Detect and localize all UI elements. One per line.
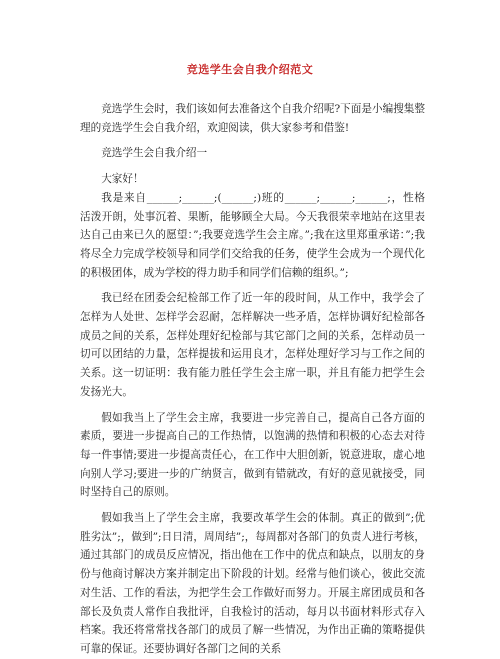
body-paragraph: 我已经在团委会纪检部工作了近一年的段时间，从工作中，我学会了怎样为人处世、怎样学会忍耐，怎样解决一些矛盾，怎样协调好纪检部各成员之间的关系，怎样处理好纪检部与其它部门之间的关系，怎样动员一切可以团结的力量，怎样提拔和运用良才，怎样处理好学习与工作之间的关系。这一切证明：我有能力胜任学生会主席一职，并且有能力把学生会发扬光大。 bbox=[80, 292, 425, 398]
document-title: 竞选学生会自我介绍范文 bbox=[186, 63, 314, 76]
greeting-paragraph: 大家好！ bbox=[101, 173, 144, 186]
body-paragraph: 假如我当上了学生会主席，我要进一步完善自己，提高自己各方面的素质，要进一步提高自己的工作热情，以饱满的热情和积极的心态去对待每一件事情;要进一步提高责任心，在工作中大胆创新，锐意进取，虚心地向别人学习;要进一步的广纳贤言，做到有错就改，有好的意见就接受，同时坚持自己的原则。 bbox=[80, 411, 425, 499]
document-body bbox=[80, 100, 425, 659]
section-heading: 竞选学生会自我介绍一 bbox=[101, 147, 208, 160]
intro-paragraph: 竞选学生会时，我们该如何去准备这个自我介绍呢?下面是小编搜集整理的竞选学生会自我介绍，欢迎阅读，供大家参考和借鉴! bbox=[80, 103, 425, 134]
body-paragraph: 假如我当上了学生会主席，我要改革学生会的体制。真正的做到”;优胜劣汰”;，做到”;日日清，周周结”;，每周都对各部门的负责人进行考核，通过其部门的成员反应情况，指出他在工作中的优点和缺点，以朋友的身份与他商讨解决方案并制定出下阶段的计划。经常与他们谈心，彼此交流对生活、工作的看法，为把学生会工作做好而努力。开展主席团成员和各部长及负责人常作自我批评，自我检讨的活动，每月以书面材料形式存入档案。我还将常常找各部门的成员了解一些情况，为作出正确的策略提供可靠的保证。还要协调好各部门之间的关系 bbox=[80, 512, 425, 655]
body-paragraph: 我是来自______;______;(______;)班的______;______;______;，性格活泼开朗，处事沉着、果断，能够顾全大局。今天我很荣幸地站在这里表达自己由来已久的愿望：”;我要竞选学生会主席。”;我在这里郑重承诺：”;我将尽全力完成学校领导和同学们交给我的任务，使学生会成为一个现代化的积极团体，成为学校的得力助手和同学们信赖的组织。”; bbox=[80, 191, 425, 279]
